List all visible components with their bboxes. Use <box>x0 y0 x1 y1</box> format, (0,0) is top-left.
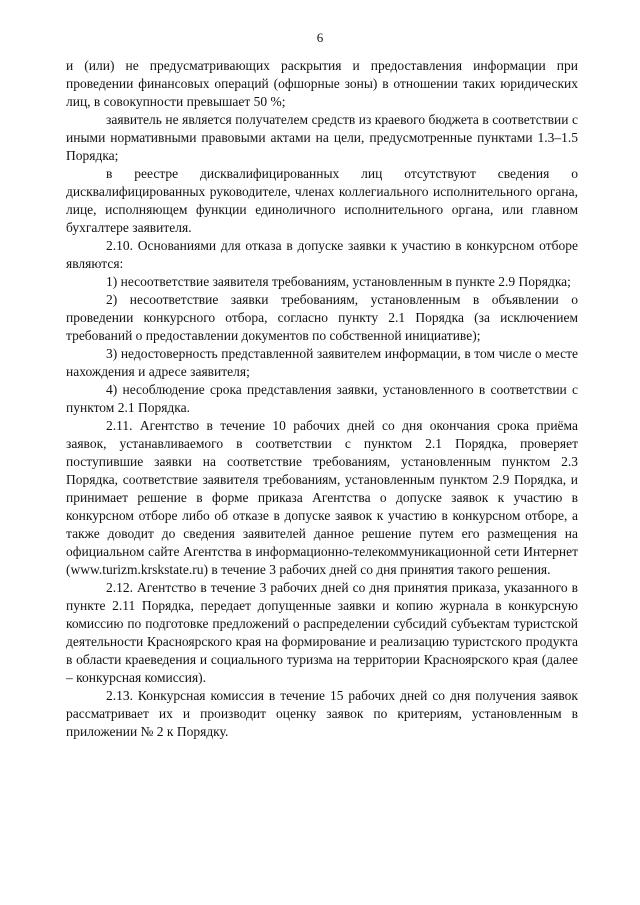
paragraph: 1) несоответствие заявителя требованиям, установленным в пункте 2.9 Порядка; <box>106 274 571 289</box>
paragraph: 4) несоблюдение срока представления заявки, установленного в соответствии с пунктом 2.1 Порядка. <box>66 382 578 415</box>
paragraph: в реестре дисквалифицированных лиц отсутствуют сведения о дисквалифицированных руководителе, членах коллегиального исполнительного органа, лице, исполняющем функции единоличного исполнительного органа, или главном бухгалтере заявителя. <box>66 166 578 235</box>
paragraph: 2.10. Основаниями для отказа в допуске заявки к участию в конкурсном отборе являются: <box>66 238 578 271</box>
paragraph: 2.13. Конкурсная комиссия в течение 15 рабочих дней со дня получения заявок рассматривает их и производит оценку заявок по критериям, установленным в приложении № 2 к Порядку. <box>66 688 578 739</box>
paragraph: 2.11. Агентство в течение 10 рабочих дней со дня окончания срока приёма заявок, устанавливаемого в соответствии с пунктом 2.1 Порядка, проверяет поступившие заявки на соответствие требованиям, установленным пунктом 2.3 Порядка, соответствие заявителя требованиям, установленным пунктом 2.9 Порядка, и принимает решение в форме приказа Агентства о допуске заявок к участию в конкурсном отборе либо об отказе в допуске заявок к участию в конкурсном отборе, а также доводит до сведения заявителей данное решение путем его размещения на официальном сайте Агентства в информационно-телекоммуникационной сети Интернет (www.turizm.krskstate.ru) в течение 3 рабочих дней со дня принятия такого решения. <box>66 418 578 577</box>
paragraph: 2) несоответствие заявки требованиям, установленным в объявлении о проведении конкурсного отбора, согласно пункту 2.1 Порядка (за исключением требований о предоставлении документов по собственной инициативе); <box>66 292 578 343</box>
paragraph: заявитель не является получателем средств из краевого бюджета в соответствии с иными нормативными правовыми актами на цели, предусмотренные пунктами 1.3–1.5 Порядка; <box>66 112 578 163</box>
paragraph: 2.12. Агентство в течение 3 рабочих дней со дня принятия приказа, указанного в пункте 2.11 Порядка, передает допущенные заявки и копию журнала в конкурсную комиссию по подготовке предложений о распределении субсидий субъектам туристской деятельности Красноярского края на формирование и реализацию туристского продукта в области краеведения и социального туризма на территории Красноярского края (далее – конкурсная комиссия). <box>66 580 578 685</box>
paragraph: и (или) не предусматривающих раскрытия и предоставления информации при проведении финансовых операций (офшорные зоны) в отношении таких юридических лиц, в совокупности превышает 50 %; <box>66 58 578 109</box>
document-body <box>66 57 578 741</box>
paragraph: 3) недостоверность представленной заявителем информации, в том числе о месте нахождения и адресе заявителя; <box>66 346 578 379</box>
page-number: 6 <box>316 30 324 45</box>
